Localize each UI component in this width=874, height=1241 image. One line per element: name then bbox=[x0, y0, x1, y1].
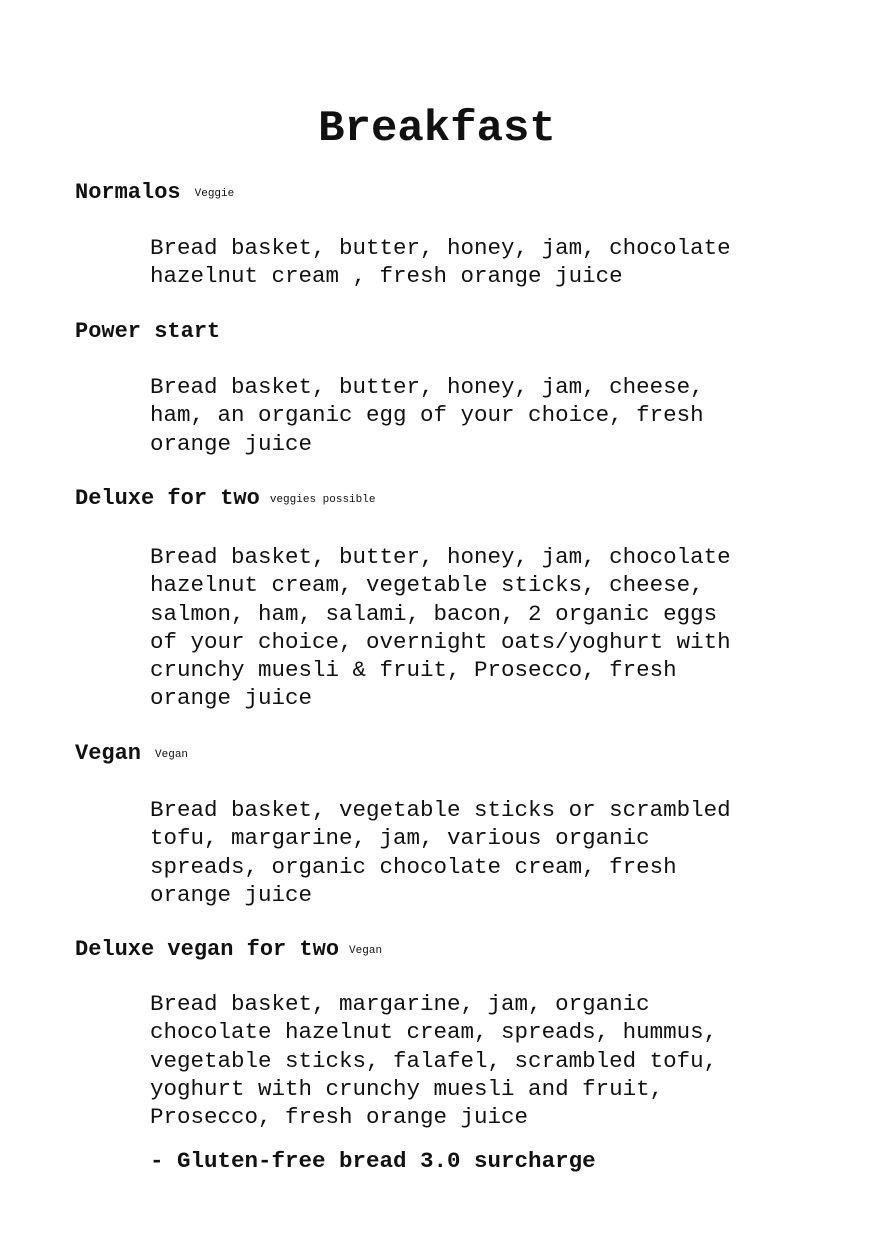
menu-item-description: Bread basket, butter, honey, jam, chocolate hazelnut cream , fresh orange juice bbox=[150, 235, 731, 290]
menu-item-name: Vegan bbox=[75, 741, 142, 766]
menu-item-name: Deluxe vegan for two bbox=[75, 937, 340, 962]
diet-tag: Vegan bbox=[349, 945, 383, 957]
menu-item-description: Bread basket, vegetable sticks or scrambled tofu, margarine, jam, various organic spreads, organic chocolate cream, fresh orange juice bbox=[150, 797, 731, 908]
menu-item-description: Bread basket, margarine, jam, organic chocolate hazelnut cream, spreads, hummus, vegetable sticks, falafel, scrambled tofu, yoghurt with crunchy muesli and fruit, Prosecco, fresh orange juice bbox=[150, 991, 718, 1131]
menu-item-description: Bread basket, butter, honey, jam, cheese, ham, an organic egg of your choice, fresh orange juice bbox=[150, 374, 704, 457]
menu-item-heading bbox=[75, 741, 188, 766]
menu-item-heading bbox=[75, 319, 220, 344]
menu-item-heading bbox=[75, 180, 234, 205]
diet-tag: Vegan bbox=[155, 749, 189, 761]
menu-item-name: Power start bbox=[75, 319, 221, 344]
menu-item-name: Deluxe for two bbox=[75, 486, 260, 511]
surcharge-note: - Gluten-free bread 3.0 surcharge bbox=[150, 1148, 596, 1174]
page-title: Breakfast bbox=[318, 104, 556, 154]
menu-item-description: Bread basket, butter, honey, jam, chocolate hazelnut cream, vegetable sticks, cheese, salmon, ham, salami, bacon, 2 organic eggs of your choice, overnight oats/yoghurt with crunchy muesli & fruit, Prosecco, fresh orange juice bbox=[150, 544, 731, 712]
menu-item-name: Normalos bbox=[75, 180, 181, 205]
menu-item-heading bbox=[75, 937, 382, 962]
diet-tag: veggies possible bbox=[269, 494, 376, 506]
diet-tag: Veggie bbox=[194, 188, 235, 200]
menu-item-heading bbox=[75, 486, 375, 511]
